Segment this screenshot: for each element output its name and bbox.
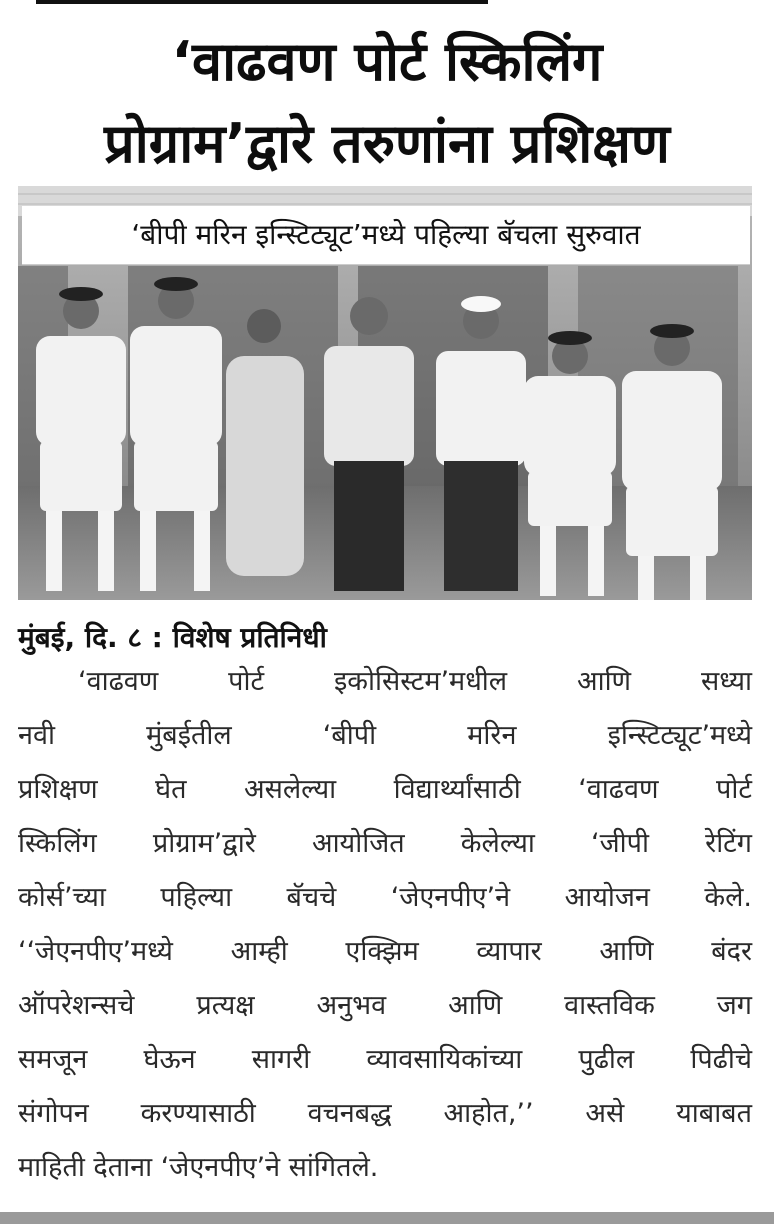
headline-line-1: ‘वाढवण पोर्ट स्किलिंग (171, 30, 603, 93)
article-line: प्रशिक्षण घेत असलेल्या विद्यार्थ्यांसाठी ‘वाढवण पोर्ट (18, 774, 752, 805)
bottom-rule (0, 1212, 774, 1224)
article-line: ‘‘जेएनपीए’मध्ये आम्ही एक्झिम व्यापार आणि बंदर (18, 936, 752, 967)
article-line: नवी मुंबईतील ‘बीपी मरिन इन्स्टिट्यूट’मध्ये (18, 720, 752, 751)
article-line: स्किलिंग प्रोग्राम’द्वारे आयोजित केलेल्या ‘जीपी रेटिंग (18, 828, 752, 859)
headline-line-2: प्रोग्राम’द्वारे तरुणांना प्रशिक्षण (104, 112, 670, 175)
article-line: संगोपन करण्यासाठी वचनबद्ध आहोत,’’ असे याबाबत (18, 1098, 752, 1129)
photo-subheadline: ‘बीपी मरिन इन्स्टिट्यूट’मध्ये पहिल्या बॅचला सुरुवात (22, 206, 750, 265)
top-rule (36, 0, 488, 4)
article-line: ‘वाढवण पोर्ट इकोसिस्टम’मधील आणि सध्या (78, 666, 752, 697)
article-line: माहिती देताना ‘जेएनपीए’ने सांगितले. (18, 1152, 379, 1183)
article-line: समजून घेऊन सागरी व्यावसायिकांच्या पुढील पिढीचे (18, 1044, 752, 1075)
article-line: ऑपरेशन्सचे प्रत्यक्ष अनुभव आणि वास्तविक जग (18, 990, 752, 1021)
dateline: मुंबई, दि. ८ : विशेष प्रतिनिधी (18, 621, 327, 654)
article-line: कोर्स’च्या पहिल्या बॅचचे ‘जेएनपीए’ने आयोजन केले. (18, 882, 752, 913)
